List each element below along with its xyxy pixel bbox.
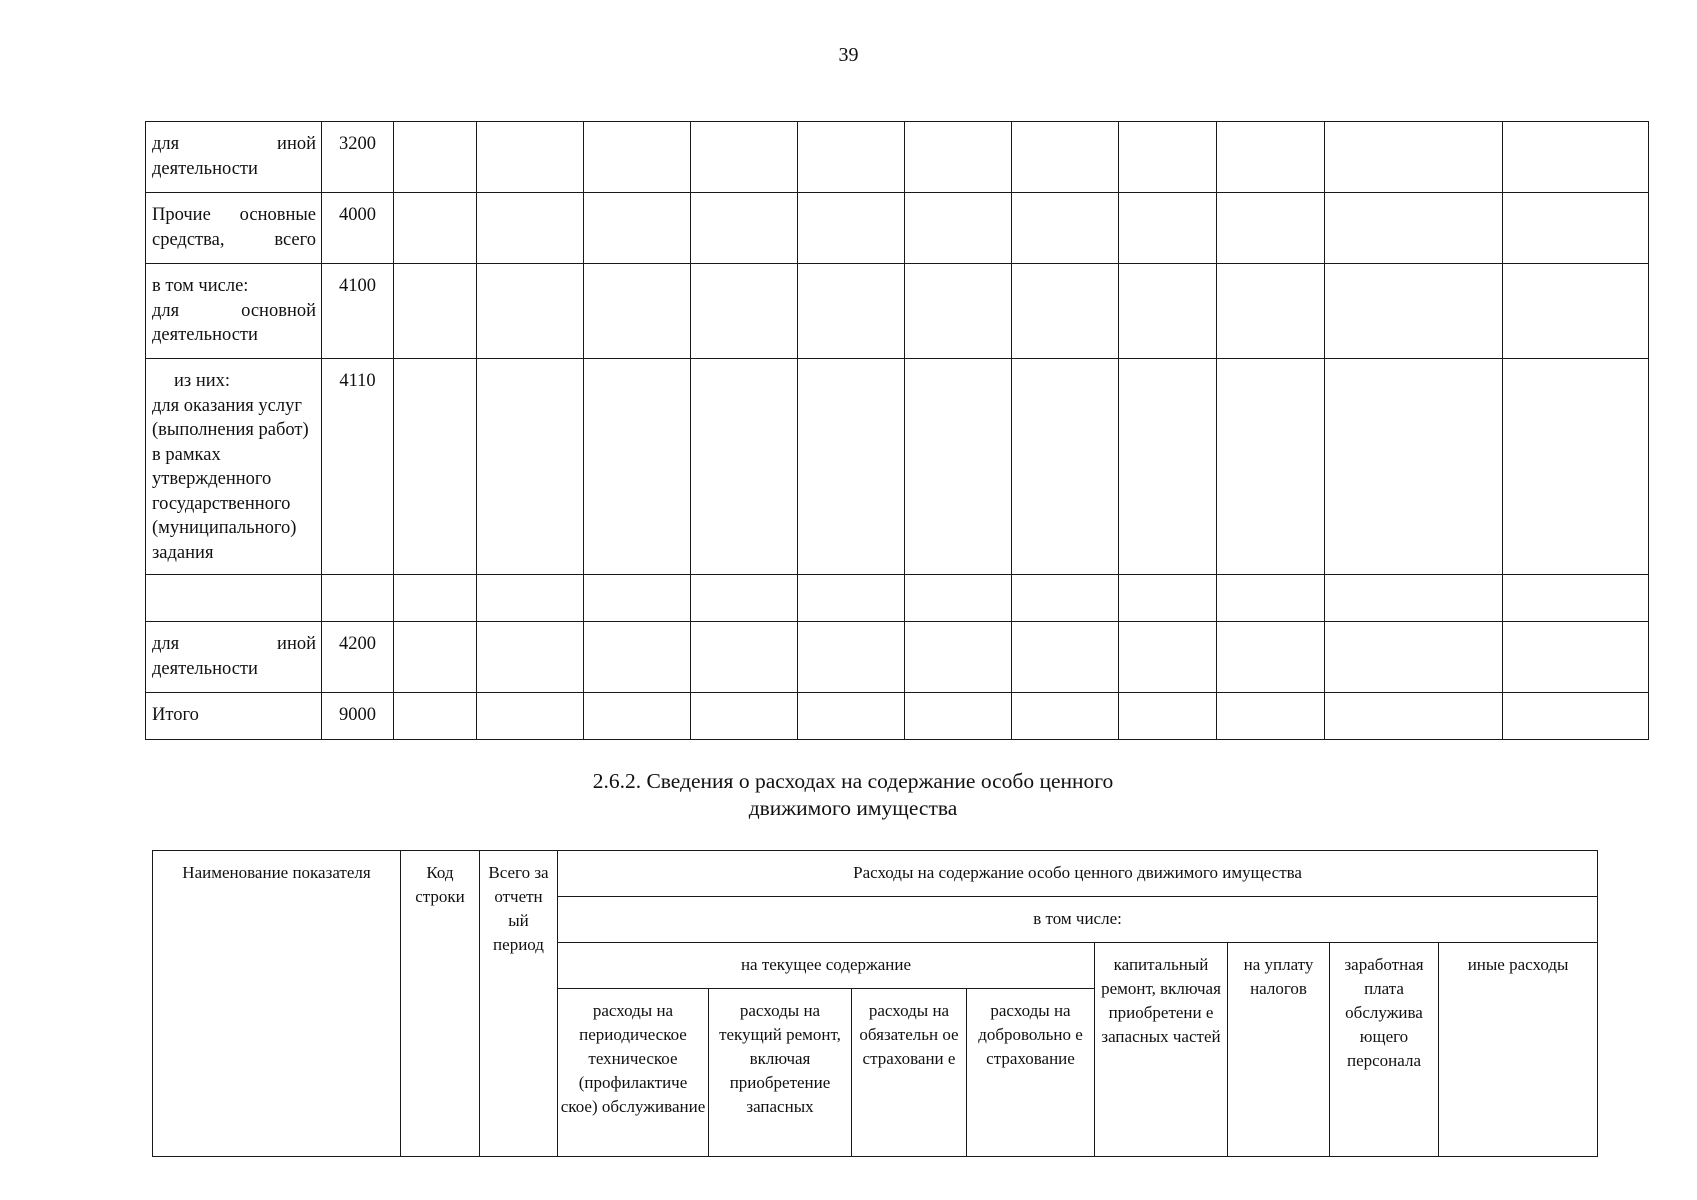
table-row [146, 359, 1649, 575]
table-cell [905, 122, 1012, 193]
row-code: 4110 [322, 359, 394, 575]
table-cell [1217, 193, 1325, 264]
table-cell [584, 122, 691, 193]
row-name [146, 359, 322, 575]
table-cell [1119, 193, 1217, 264]
row-name: Итого [146, 693, 322, 740]
table-cell [394, 193, 477, 264]
row-name-text: для оказания услуг (выполнения работ) в рамках утвержденного государственного (муниципального) задания [152, 395, 309, 563]
table-cell [394, 264, 477, 359]
table-cell [584, 693, 691, 740]
header-expenses: Расходы на содержание особо ценного движимого имущества [558, 851, 1598, 897]
table-cell [584, 622, 691, 693]
fixed-assets-table [145, 121, 1649, 740]
table-cell [1119, 693, 1217, 740]
table-cell [1012, 193, 1119, 264]
row-name [146, 264, 322, 359]
header-other: иные расходы [1439, 943, 1598, 1157]
table-cell [691, 193, 798, 264]
table-cell [477, 193, 584, 264]
table-cell [1012, 122, 1119, 193]
page-number: 39 [838, 44, 859, 66]
valuable-property-expenses-table [152, 850, 1598, 1157]
table-cell [691, 264, 798, 359]
table-cell [1119, 575, 1217, 622]
table-cell [1325, 193, 1503, 264]
table-cell [691, 622, 798, 693]
table-cell [905, 575, 1012, 622]
table-cell [1217, 359, 1325, 575]
table-cell [798, 359, 905, 575]
table-cell [905, 193, 1012, 264]
table-cell [477, 359, 584, 575]
table-cell [1503, 693, 1649, 740]
section-title [553, 768, 1153, 822]
table-cell [691, 122, 798, 193]
table-cell [477, 622, 584, 693]
row-name [146, 622, 322, 693]
row-name-text: для основной деятельности [152, 300, 316, 345]
table-cell [584, 359, 691, 575]
header-taxes: на уплату налогов [1228, 943, 1330, 1157]
table-cell [1503, 359, 1649, 575]
table-row [146, 575, 1649, 622]
table-row [146, 622, 1649, 693]
table-cell [394, 359, 477, 575]
table-cell [905, 264, 1012, 359]
table-cell [1119, 122, 1217, 193]
table-cell [394, 122, 477, 193]
table-cell [1325, 693, 1503, 740]
row-code: 9000 [322, 693, 394, 740]
header-capital-repair: капитальный ремонт, включая приобретени е запасных частей [1095, 943, 1228, 1157]
table-cell [394, 693, 477, 740]
header-periodic-service: расходы на периодическое техническое (профилактиче ское) обслуживание [558, 989, 709, 1157]
table-cell [1217, 693, 1325, 740]
row-name [146, 575, 322, 622]
table-cell [1012, 359, 1119, 575]
table-cell [584, 264, 691, 359]
header-including: в том числе: [558, 897, 1598, 943]
table-cell [691, 359, 798, 575]
table-cell [1503, 264, 1649, 359]
header-mandatory-insurance: расходы на обязательн ое страховани е [852, 989, 967, 1157]
table-cell [394, 622, 477, 693]
row-code [322, 575, 394, 622]
table-cell [1325, 575, 1503, 622]
header-current-maintenance: на текущее содержание [558, 943, 1095, 989]
table-cell [691, 575, 798, 622]
table-cell [1119, 622, 1217, 693]
table-cell [798, 693, 905, 740]
table-cell [1503, 122, 1649, 193]
table-cell [905, 622, 1012, 693]
table-cell [1012, 622, 1119, 693]
table-cell [1503, 193, 1649, 264]
table-row [146, 193, 1649, 264]
table-cell [1012, 693, 1119, 740]
table-cell [1503, 622, 1649, 693]
table-cell [798, 575, 905, 622]
table-cell [1325, 622, 1503, 693]
row-name-text: для иной деятельности [152, 634, 316, 679]
table-cell [1217, 622, 1325, 693]
table-cell [798, 122, 905, 193]
header-current-repair: расходы на текущий ремонт, включая приобретение запасных [709, 989, 852, 1157]
table-cell [1012, 575, 1119, 622]
table-cell [477, 122, 584, 193]
table-cell [477, 264, 584, 359]
row-name-text: Прочие основные средства, всего [152, 205, 316, 250]
table-row [146, 693, 1649, 740]
table-cell [1325, 122, 1503, 193]
row-name-intro: в том числе: [152, 276, 249, 296]
table-cell [798, 264, 905, 359]
table-cell [1217, 122, 1325, 193]
table-cell [477, 693, 584, 740]
table-cell [1119, 264, 1217, 359]
table-cell [584, 575, 691, 622]
table-row [146, 122, 1649, 193]
table-cell [1325, 264, 1503, 359]
table-cell [798, 622, 905, 693]
table-cell [798, 193, 905, 264]
table-cell [477, 575, 584, 622]
header-salary: заработная плата обслужива ющего персонала [1330, 943, 1439, 1157]
header-row [153, 851, 1598, 897]
table-cell [691, 693, 798, 740]
header-indicator-name: Наименование показателя [153, 851, 401, 1157]
table-cell [394, 575, 477, 622]
table-cell [1325, 359, 1503, 575]
row-name-intro: из них: [174, 371, 231, 391]
row-name [146, 193, 322, 264]
table-cell [1217, 575, 1325, 622]
header-total-period: Всего за отчетн ый период [480, 851, 558, 1157]
section-title-line: 2.6.2. Сведения о расходах на содержание особо ценного [592, 769, 1114, 793]
table-row [146, 264, 1649, 359]
section-title-line: движимого имущества [748, 796, 958, 820]
table-cell [905, 359, 1012, 575]
table-cell [584, 193, 691, 264]
table-cell [905, 693, 1012, 740]
table-cell [1503, 575, 1649, 622]
table-cell [1217, 264, 1325, 359]
row-code: 4000 [322, 193, 394, 264]
row-code: 4100 [322, 264, 394, 359]
row-code: 3200 [322, 122, 394, 193]
table-cell [1012, 264, 1119, 359]
row-name-text: для иной деятельности [152, 134, 316, 179]
header-line-code: Код строки [401, 851, 480, 1157]
row-code: 4200 [322, 622, 394, 693]
table-cell [1119, 359, 1217, 575]
header-voluntary-insurance: расходы на добровольно е страхование [967, 989, 1095, 1157]
row-name [146, 122, 322, 193]
